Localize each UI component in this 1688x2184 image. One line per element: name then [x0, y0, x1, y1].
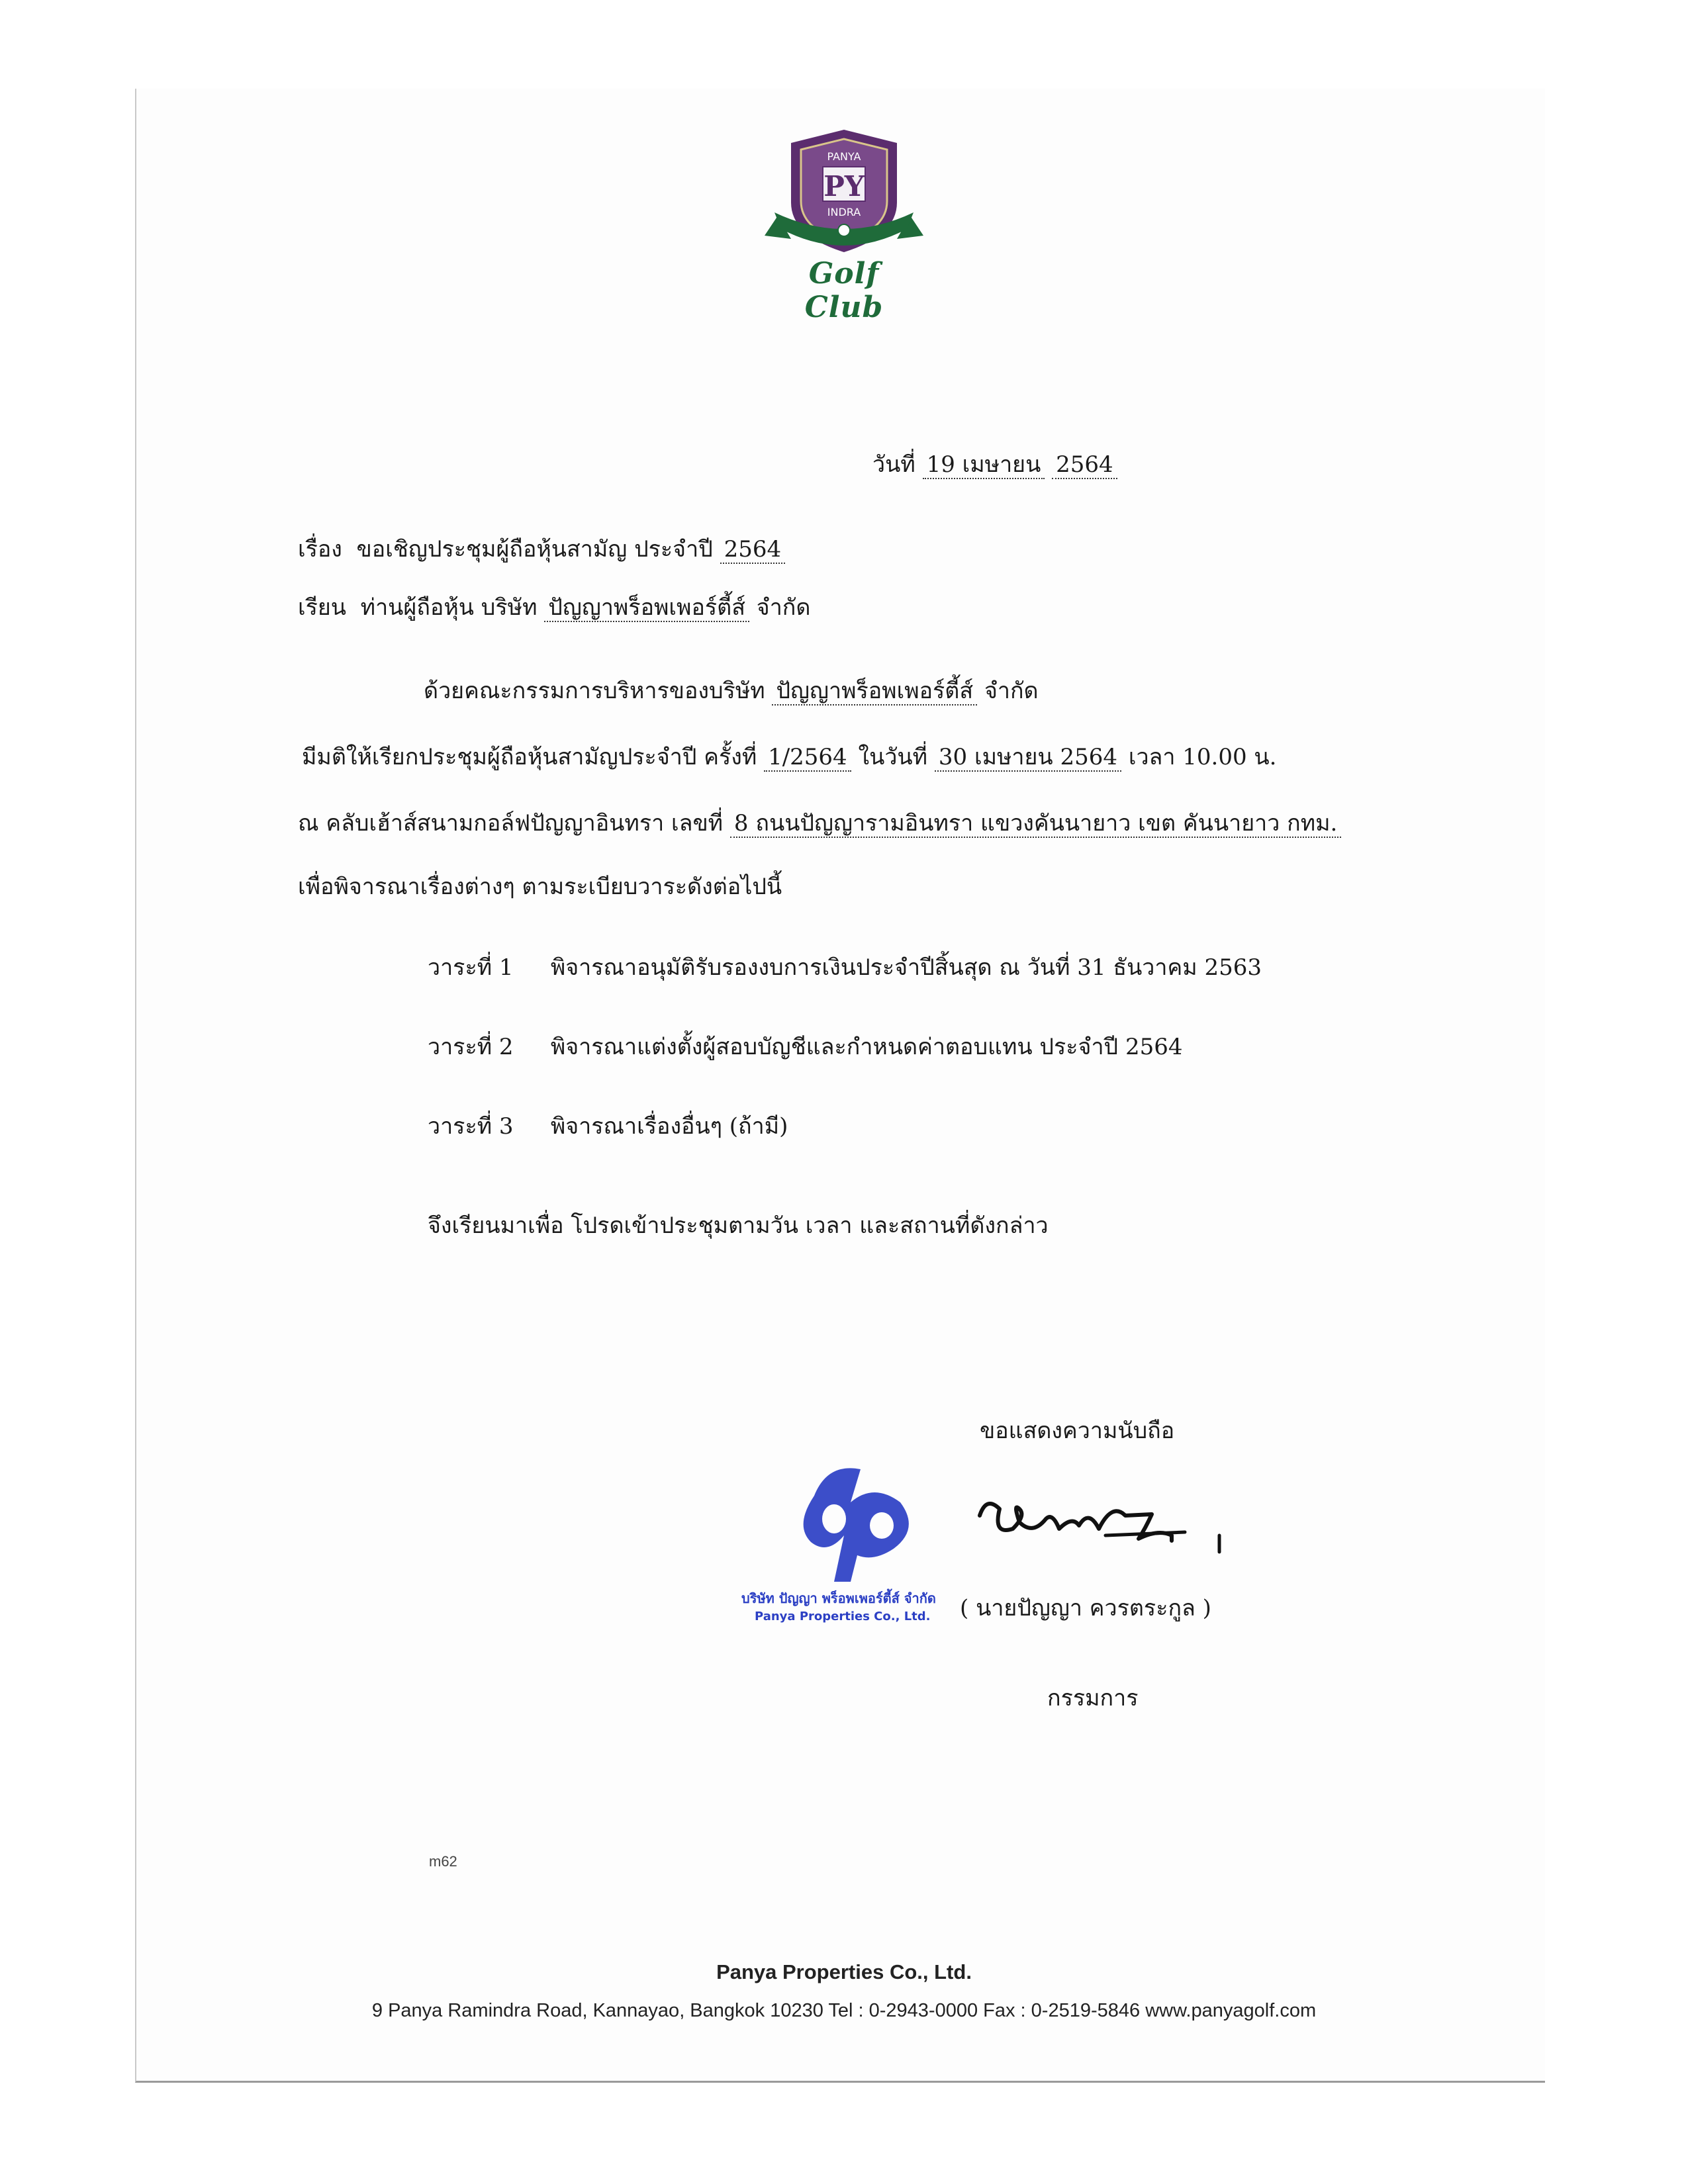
body-l2-a: มีมติให้เรียกประชุมผู้ถือหุ้นสามัญประจำปี ครั้งที่ — [302, 744, 757, 770]
body-l1-suffix: จำกัด — [984, 678, 1039, 704]
date-label: วันที่ — [872, 451, 915, 478]
agenda-item — [428, 1112, 788, 1141]
recipient-label: เรียน — [298, 594, 347, 621]
logo-caption: Golf Club — [804, 257, 884, 324]
footer-address: 9 Panya Ramindra Road, Kannayao, Bangkok 10230 Tel : 0-2943-0000 Fax : 0-2519-5846 www.panyagolf.com — [371, 2000, 1317, 2021]
agenda-text: พิจารณาอนุมัติรับรองงบการเงินประจำปีสิ้นสุด ณ วันที่ 31 ธันวาคม 2563 — [550, 954, 1262, 981]
meeting-address: 8 ถนนปัญญารามอินทรา แขวงคันนายาว เขต คันนายาว กทม. — [730, 810, 1341, 838]
agenda-item — [428, 1032, 1182, 1062]
agenda-text: พิจารณาเรื่องอื่นๆ (ถ้ามี) — [550, 1113, 788, 1140]
meeting-time: เวลา 10.00 น. — [1128, 744, 1277, 770]
regards-text: ขอแสดงความนับถือ — [980, 1418, 1175, 1444]
body-l4: เพื่อพิจารณาเรื่องต่างๆ ตามระเบียบวาระดังต่อไปนี้ — [298, 874, 782, 900]
agenda-label: วาระที่ 1 — [428, 954, 514, 981]
recipient-suffix: จำกัด — [756, 594, 811, 621]
signer-title: กรรมการ — [1047, 1685, 1139, 1711]
agenda-label: วาระที่ 3 — [428, 1113, 514, 1140]
crest-monogram: PY — [823, 170, 865, 203]
closing-sentence: จึงเรียนมาเพื่อ โปรดเข้าประชุมตามวัน เวลา และสถานที่ดังกล่าว — [428, 1212, 1049, 1239]
svg-text:บริษัท ปัญญา พร็อพเพอร์ตี้ส์ จ: บริษัท ปัญญา พร็อพเพอร์ตี้ส์ จำกัด — [741, 1590, 936, 1606]
body-l3-a: ณ คลับเฮ้าส์สนามกอล์ฟปัญญาอินทรา เลขที่ — [298, 810, 724, 837]
body-line-3 — [298, 809, 1341, 838]
subject-year: 2564 — [720, 536, 786, 564]
body-l1-company: ปัญญาพร็อพเพอร์ตี้ส์ — [772, 678, 977, 705]
agenda-text: พิจารณาแต่งตั้งผู้สอบบัญชีและกำหนดค่าตอบแทน ประจำปี 2564 — [550, 1034, 1183, 1060]
crest-top-text: PANYA — [827, 150, 861, 163]
body-l1-prefix: ด้วยคณะกรรมการบริหารของบริษัท — [424, 678, 765, 704]
svg-text:Panya Properties Co., Ltd.: Panya Properties Co., Ltd. — [755, 1610, 931, 1623]
letter-sheet — [135, 89, 1545, 2083]
meeting-date: 30 เมษายน 2564 — [935, 744, 1121, 772]
date-line — [872, 450, 1117, 479]
body-line-4 — [298, 872, 782, 901]
body-l2-b: ในวันที่ — [858, 744, 928, 770]
date-day: 19 — [926, 451, 955, 478]
subject-label: เรื่อง — [298, 536, 342, 563]
subject-text: ขอเชิญประชุมผู้ถือหุ้นสามัญ ประจำปี — [356, 536, 713, 563]
document-code: m62 — [429, 1853, 457, 1870]
subject-line — [298, 535, 785, 564]
company-stamp — [735, 1456, 986, 1628]
recipient-line — [298, 593, 810, 622]
meeting-number: 1/2564 — [764, 744, 851, 772]
handwritten-signature — [973, 1489, 1238, 1582]
footer-company-name: Panya Properties Co., Ltd. — [716, 1960, 972, 1983]
date-year: 2564 — [1052, 451, 1117, 479]
recipient-company: ปัญญาพร็อพเพอร์ตี้ส์ — [544, 594, 749, 622]
recipient-text: ท่านผู้ถือหุ้น บริษัท — [360, 594, 538, 621]
crest-bottom-text: INDRA — [827, 206, 861, 218]
body-line-2 — [302, 743, 1276, 772]
agenda-label: วาระที่ 2 — [428, 1034, 514, 1060]
signer-name: ( นายปัญญา ควรตระกูล ) — [960, 1595, 1211, 1621]
date-month: เมษายน — [962, 451, 1041, 478]
body-line-1 — [424, 676, 1039, 705]
agenda-item — [428, 953, 1262, 982]
